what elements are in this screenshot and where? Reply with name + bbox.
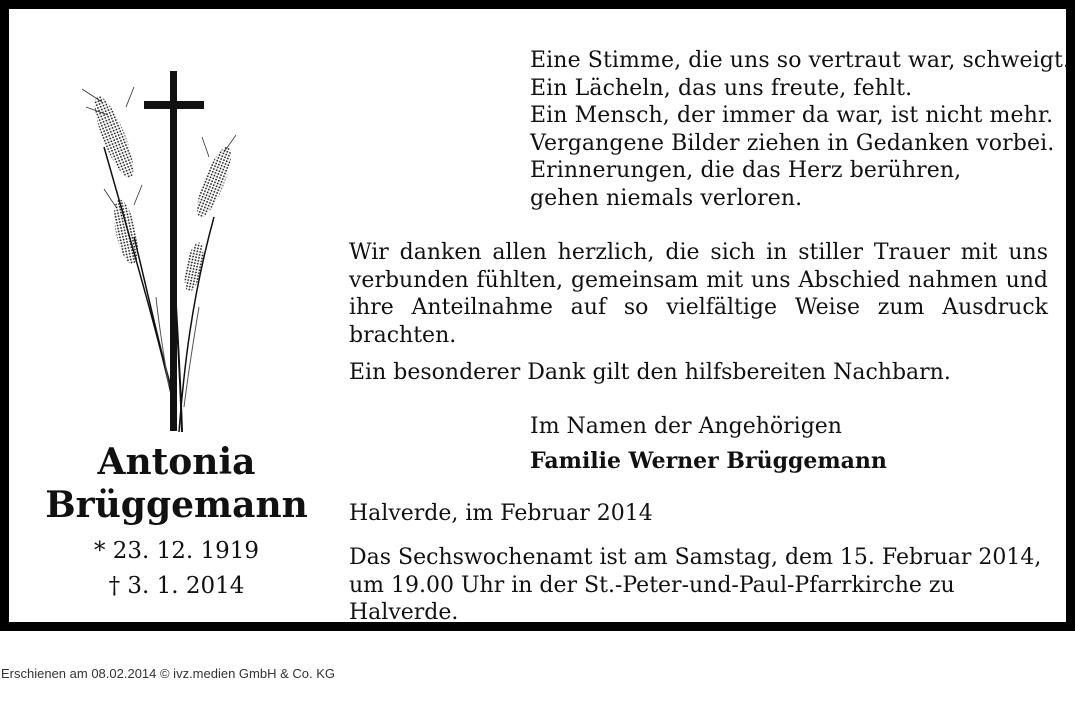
place-date: Halverde, im Februar 2014: [349, 501, 653, 526]
deceased-last-name: Brüggemann: [45, 484, 308, 526]
service-announcement: Das Sechswochenamt ist am Samstag, dem 15. Februar 2014, um 19.00 Uhr in der St.-Peter-und-Paul-Pfarrkirche zu Halverde.: [349, 545, 1042, 625]
publication-footer: Erschienen am 08.02.2014 © ivz.medien GmbH & Co. KG: [1, 666, 336, 681]
special-thanks: Ein besonderer Dank gilt den hilfsbereiten Nachbarn.: [349, 360, 951, 385]
poem-line: gehen niemals verloren.: [530, 185, 803, 211]
poem-line: Eine Stimme, die uns so vertraut war, schweigt.: [530, 48, 1070, 73]
poem-line: Ein Mensch, der immer da war, ist nicht mehr.: [530, 103, 1054, 128]
poem: [530, 47, 1070, 212]
cross-with-wheat-icon: [64, 67, 244, 437]
death-date: † 3. 1. 2014: [108, 573, 245, 599]
poem-line: Ein Lächeln, das uns freute, fehlt.: [530, 75, 913, 101]
deceased-first-name: Antonia: [97, 441, 256, 483]
birth-date: * 23. 12. 1919: [93, 538, 260, 564]
thanks-paragraph: Wir danken allen herzlich, die sich in stiller Trauer mit uns verbunden fühlten, gemeinsam mit uns Abschied nahmen und ihre Anteilnahme auf so vielfältige Weise zum Ausdruck brachten.: [349, 240, 1048, 348]
signature-intro: Im Namen der Angehörigen: [530, 414, 842, 439]
poem-line: Vergangene Bilder ziehen in Gedanken vorbei.: [530, 130, 1055, 156]
signature-family: Familie Werner Brüggemann: [530, 448, 887, 474]
poem-line: Erinnerungen, die das Herz berühren,: [530, 158, 962, 183]
